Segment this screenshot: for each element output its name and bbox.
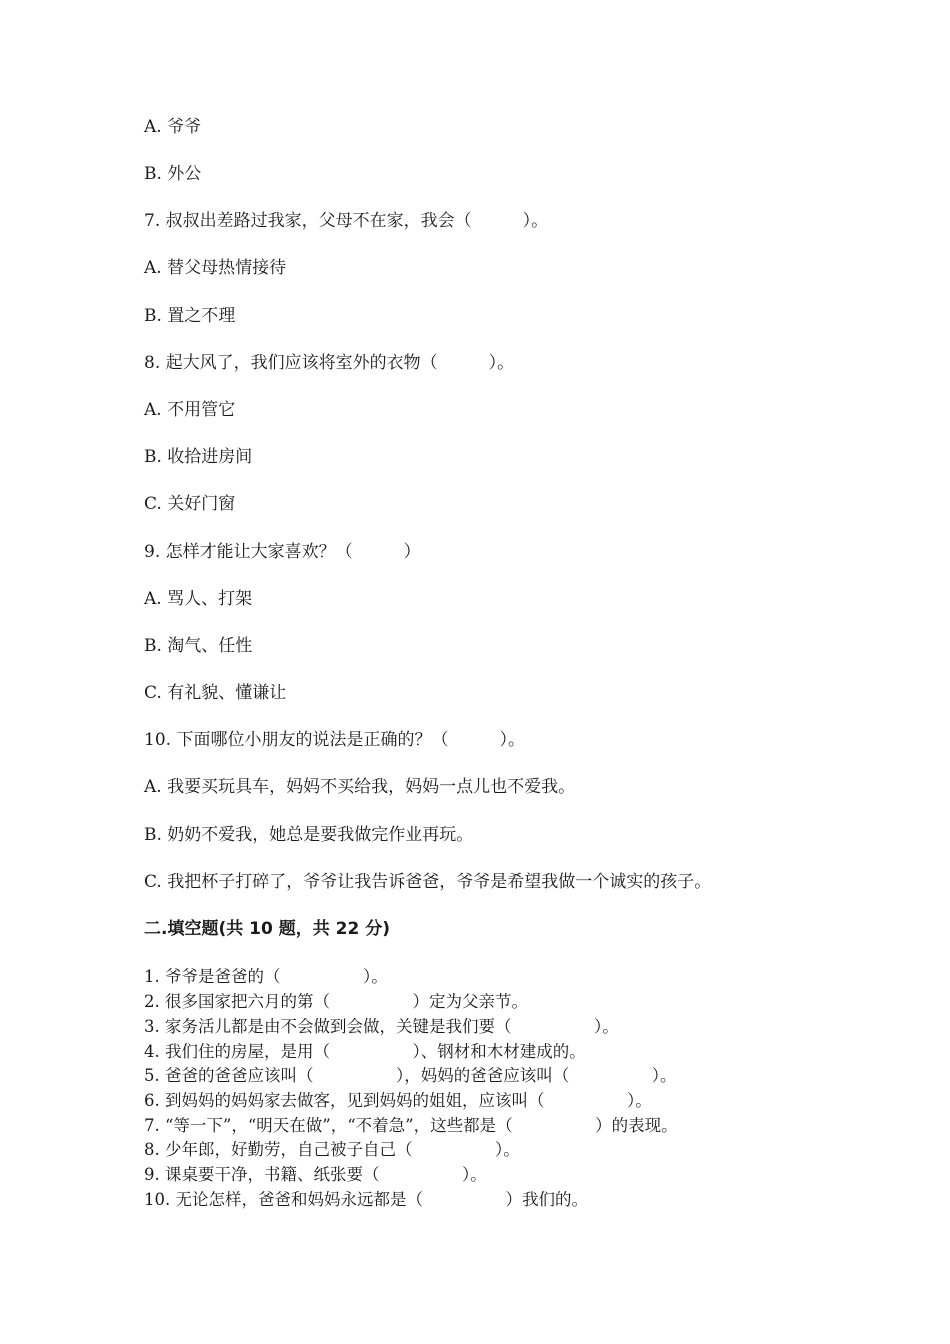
option-text: A. 爷爷: [144, 117, 202, 137]
fill-blank-item: 1. 爷爷是爸爸的（ ）。: [144, 967, 388, 986]
fill-blank-item: 2. 很多国家把六月的第（ ）定为父亲节。: [144, 992, 528, 1011]
question-stem: 7. 叔叔出差路过我家，父母不在家，我会（ ）。: [144, 211, 549, 231]
option-text: B. 淘气、任性: [144, 636, 253, 656]
fill-blank-item: 6. 到妈妈的妈妈家去做客，见到妈妈的姐姐，应该叫（ ）。: [144, 1091, 652, 1110]
fill-blank-item: 9. 课桌要干净，书籍、纸张要（ ）。: [144, 1165, 487, 1184]
option-text: A. 骂人、打架: [144, 589, 253, 609]
fill-blank-item: 3. 家务活儿都是由不会做到会做，关键是我们要（ ）。: [144, 1017, 619, 1036]
option-text: C. 有礼貌、懂谦让: [144, 683, 287, 703]
question-stem: 10. 下面哪位小朋友的说法是正确的？（ ）。: [144, 730, 525, 750]
option-text: A. 不用管它: [144, 400, 236, 420]
option-text: A. 替父母热情接待: [144, 258, 287, 278]
option-text: B. 收拾进房间: [144, 447, 253, 467]
fill-blank-item: 5. 爸爸的爸爸应该叫（ ），妈妈的爸爸应该叫（ ）。: [144, 1066, 677, 1085]
fill-blank-item: 7. “等一下”，“明天在做”，“不着急”，这些都是（ ）的表现。: [144, 1116, 678, 1135]
fill-blank-item: 8. 少年郎，好勤劳，自己被子自己（ ）。: [144, 1140, 520, 1159]
option-text: C. 我把杯子打碎了，爷爷让我告诉爸爸，爷爷是希望我做一个诚实的孩子。: [144, 872, 712, 892]
section-title: 二.填空题(共 10 题，共 22 分): [144, 919, 390, 939]
question-stem: 9. 怎样才能让大家喜欢？（ ）: [144, 542, 421, 562]
fill-blank-item: 10. 无论怎样，爸爸和妈妈永远都是（ ）我们的。: [144, 1190, 588, 1209]
option-text: B. 置之不理: [144, 306, 236, 326]
option-text: C. 关好门窗: [144, 494, 236, 514]
option-text: B. 外公: [144, 164, 202, 184]
option-text: A. 我要买玩具车，妈妈不买给我，妈妈一点儿也不爱我。: [144, 777, 576, 797]
fill-blank-item: 4. 我们住的房屋，是用（ ）、钢材和木材建成的。: [144, 1042, 586, 1061]
question-stem: 8. 起大风了，我们应该将室外的衣物（ ）。: [144, 353, 515, 373]
option-text: B. 奶奶不爱我，她总是要我做完作业再玩。: [144, 825, 474, 845]
